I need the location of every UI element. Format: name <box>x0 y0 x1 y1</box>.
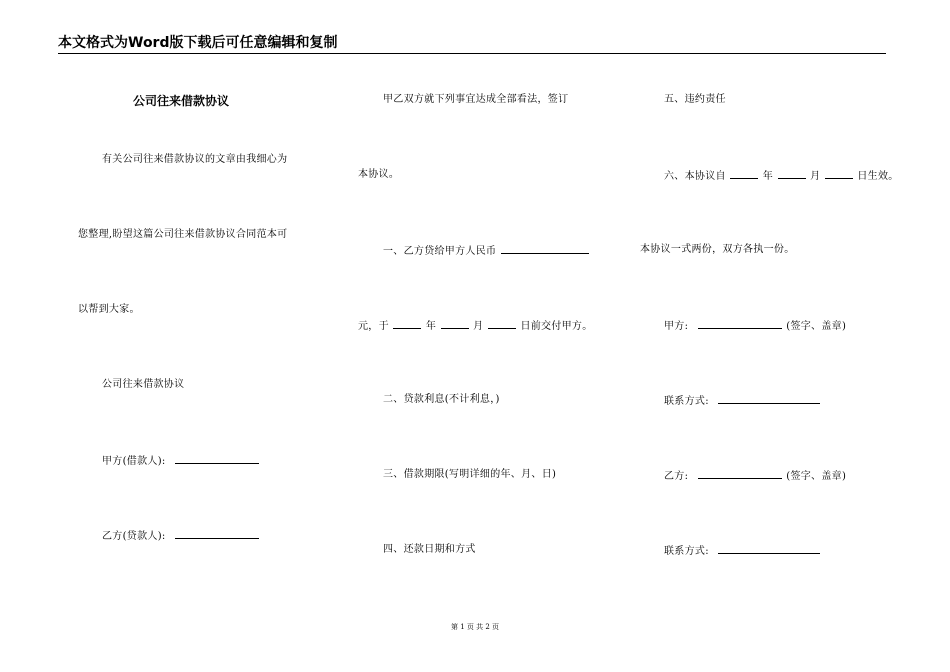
clause-6-end: 日生效。 <box>857 171 899 182</box>
clause-6 <box>664 169 899 183</box>
contact-a-line <box>664 394 821 408</box>
party-b-label: 乙方(贷款人): <box>102 531 166 542</box>
signature-a-note: (签字、盖章) <box>786 321 847 332</box>
party-b-line <box>102 529 260 543</box>
signature-b-line <box>664 469 846 483</box>
agreement-subtitle: 公司往来借款协议 <box>102 379 185 390</box>
contact-b-line <box>664 544 821 558</box>
clause-2: 二、贷款利息(不计利息，) <box>383 394 500 405</box>
intro-line-1: 有关公司往来借款协议的文章由我细心为 <box>102 154 288 165</box>
clause-6-text: 六、本协议自 <box>664 171 726 182</box>
clause-4: 四、还款日期和方式 <box>383 544 476 555</box>
clause-3: 三、借款期限(写明详细的年、月、日) <box>383 469 557 480</box>
amount-blank[interactable] <box>501 244 589 254</box>
preamble-line-2: 本协议。 <box>358 169 400 180</box>
effective-month-blank[interactable] <box>778 169 806 179</box>
signature-a-line <box>664 319 846 333</box>
contact-b-label: 联系方式: <box>664 546 709 557</box>
page-number: 第 1 页 共 2 页 <box>450 623 500 631</box>
signature-b-note: (签字、盖章) <box>786 471 847 482</box>
party-a-label: 甲方(借款人): <box>102 456 166 467</box>
effective-day-blank[interactable] <box>825 169 853 179</box>
delivery-year-blank[interactable] <box>393 319 421 329</box>
document-title: 公司往来借款协议 <box>133 94 230 108</box>
signature-a-blank[interactable] <box>698 319 782 329</box>
intro-line-2: 您整理,盼望这篇公司往来借款协议合同范本可 <box>78 229 288 240</box>
clause-1-text: 一、乙方贷给甲方人民币 <box>383 246 497 257</box>
signature-b-label: 乙方: <box>664 471 689 482</box>
effective-year-blank[interactable] <box>730 169 758 179</box>
clause-1-month: 月 <box>473 321 484 332</box>
contact-a-blank[interactable] <box>718 394 820 404</box>
clause-6-year: 年 <box>762 171 774 182</box>
clause-1-year: 年 <box>425 321 437 332</box>
party-a-line <box>102 454 260 468</box>
intro-line-3: 以帮到大家。 <box>78 304 140 315</box>
signature-b-blank[interactable] <box>698 469 782 479</box>
copies-note: 本协议一式两份，双方各执一份。 <box>640 244 795 255</box>
clause-1-prefix: 元，于 <box>358 321 389 332</box>
signature-a-label: 甲方: <box>664 321 689 332</box>
page-header: 本文格式为Word版下载后可任意编辑和复制 <box>58 34 886 54</box>
party-b-blank[interactable] <box>175 529 259 539</box>
contact-b-blank[interactable] <box>718 544 820 554</box>
contact-a-label: 联系方式: <box>664 396 709 407</box>
clause-1-line-1 <box>383 244 590 258</box>
clause-1-end: 日前交付甲方。 <box>520 321 593 332</box>
clause-6-month: 月 <box>810 171 821 182</box>
clause-1-line-2 <box>358 319 593 333</box>
clause-5: 五、违约责任 <box>664 94 726 105</box>
delivery-day-blank[interactable] <box>488 319 516 329</box>
delivery-month-blank[interactable] <box>441 319 469 329</box>
preamble-line-1: 甲乙双方就下列事宜达成全部看法，签订 <box>383 94 569 105</box>
party-a-blank[interactable] <box>175 454 259 464</box>
